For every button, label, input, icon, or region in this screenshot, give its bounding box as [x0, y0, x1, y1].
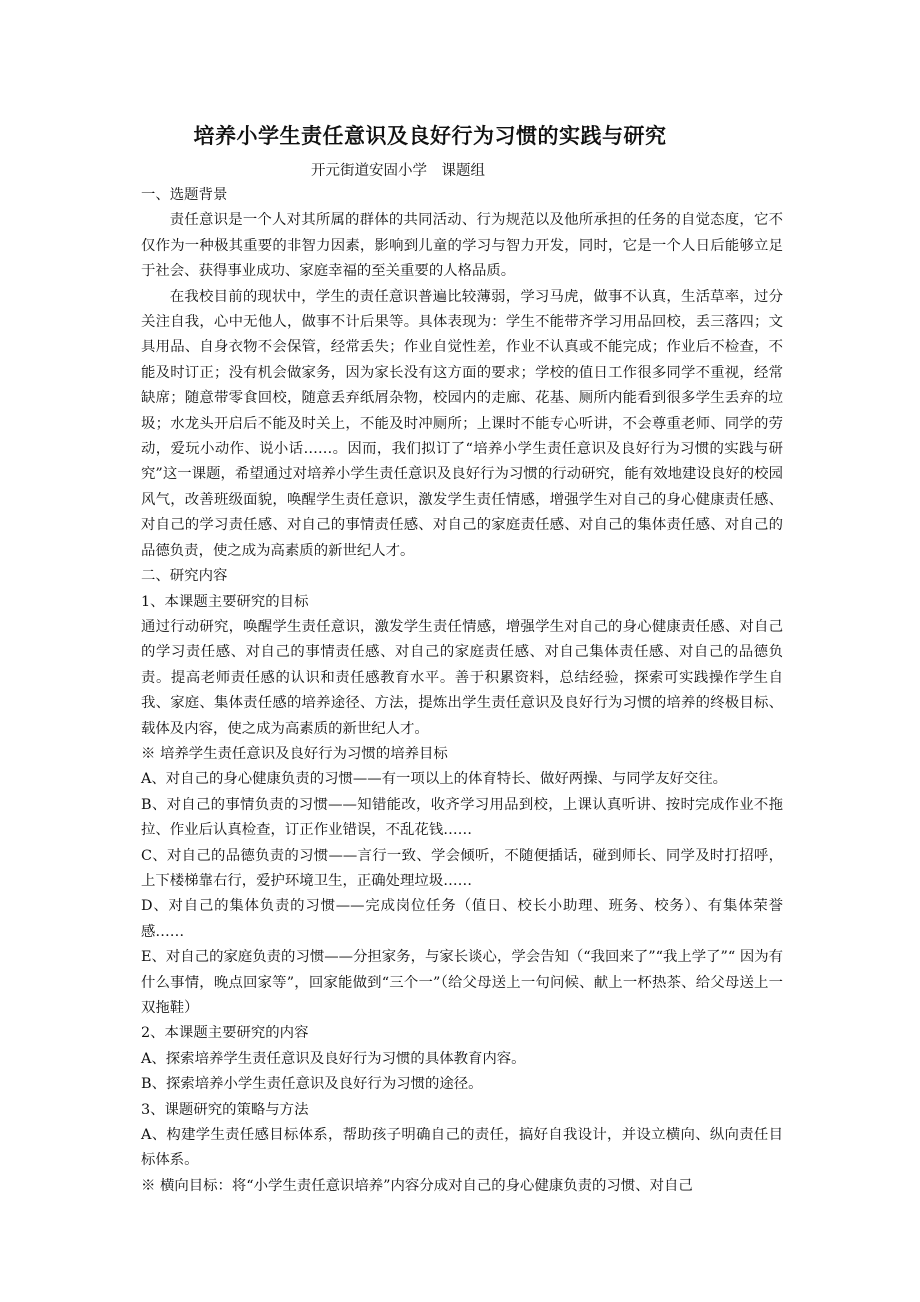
list-item: A、构建学生责任感目标体系，帮助孩子明确自己的责任，搞好自我设计，并设立横向、纵向责任目标体系。 — [141, 1127, 783, 1169]
subsection-heading: 2、本课题主要研究的内容 — [141, 1025, 309, 1042]
list-item: B、探索培养小学生责任意识及良好行为习惯的途径。 — [141, 1076, 483, 1093]
list-item: ※ 横向目标：将“小学生责任意识培养”内容分成对自己的身心健康负责的习惯、对自己 — [141, 1177, 693, 1194]
document-author: 开元街道安固小学 课题组 — [311, 163, 485, 179]
paragraph: 通过行动研究，唤醒学生责任意识，激发学生责任情感，增强学生对自己的身心健康责任感、对自己的学习责任感、对自己的事情责任感、对自己的家庭责任感、对自己集体责任感、对自己的品德负责。提高老师责任感的认识和责任感教育水平。善于积累资料，总结经验，探索可实践操作学生自我、家庭、集体责任感的培养途径、方法，提炼出学生责任意识及良好行为习惯的培养的终极目标、载体及内容，使之成为高素质的新世纪人才。 — [141, 618, 783, 737]
subsection-heading: 1、本课题主要研究的目标 — [141, 593, 309, 610]
section-heading: 二、研究内容 — [141, 568, 228, 585]
document-body — [141, 183, 783, 1199]
paragraph: 责任意识是一个人对其所属的群体的共同活动、行为规范以及他所承担的任务的自觉态度，它不仅作为一种极其重要的非智力因素，影响到儿童的学习与智力开发，同时，它是一个人日后能够立足于社会、获得事业成功、家庭幸福的至关重要的人格品质。 — [141, 212, 783, 280]
paragraph: 在我校目前的现状中，学生的责任意识普遍比较薄弱，学习马虎，做事不认真，生活草率，过分关注自我，心中无他人，做事不计后果等。具体表现为：学生不能带齐学习用品回校，丢三落四；文具用品、自身衣物不会保管，经常丢失；作业自觉性差，作业不认真或不能完成；作业后不检查，不能及时订正；没有机会做家务，因为家长没有这方面的要求；学校的值日工作很多同学不重视，经常缺席；随意带零食回校，随意丢弃纸屑杂物，校园内的走廊、花基、厕所内能看到很多学生丢弃的垃圾；水龙头开启后不能及时关上，不能及时冲厕所；上课时不能专心听讲，不会尊重老师、同学的劳动，爱玩小动作、说小话……。因而，我们拟订了“培养小学生责任意识及良好行为习惯的实践与研究”这一课题，希望通过对培养小学生责任意识及良好行为习惯的行动研究，能有效地建设良好的校园风气，改善班级面貌，唤醒学生责任意识，激发学生责任情感，增强学生对自己的身心健康责任感、对自己的学习责任感、对自己的事情责任感、对自己的家庭责任感、对自己的集体责任感、对自己的品德负责，使之成为高素质的新世纪人才。 — [141, 288, 783, 559]
list-item: C、对自己的品德负责的习惯——言行一致、学会倾听，不随便插话，碰到师长、同学及时打招呼，上下楼梯靠右行，爱护环境卫生，正确处理垃圾…… — [141, 847, 783, 889]
list-item: A、对自己的身心健康负责的习惯——有一项以上的体育特长、做好两操、与同学友好交往。 — [141, 771, 728, 788]
list-item: E、对自己的家庭负责的习惯——分担家务，与家长谈心，学会告知（“我回来了”“我上学了”“ 因为有什么事情，晚点回家等”，回家能做到“三个一”（给父母送上一句问候、献上一杯热茶、给父母送上一双拖鞋） — [141, 949, 783, 1016]
document-title: 培养小学生责任意识及良好行为习惯的实践与研究 — [193, 124, 667, 148]
list-item: B、对自己的事情负责的习惯——知错能改，收齐学习用品到校，上课认真听讲、按时完成作业不拖拉、作业后认真检查，订正作业错误，不乱花钱…… — [141, 796, 783, 839]
subsection-heading: 3、课题研究的策略与方法 — [141, 1101, 309, 1118]
list-item: A、探索培养学生责任意识及良好行为习惯的具体教育内容。 — [141, 1050, 526, 1067]
list-item: D、对自己的集体负责的习惯——完成岗位任务（值日、校长小助理、班务、校务）、有集体荣誉感…… — [141, 898, 783, 940]
list-heading: ※ 培养学生责任意识及良好行为习惯的培养目标 — [141, 745, 448, 762]
section-heading: 一、选题背景 — [141, 187, 228, 203]
